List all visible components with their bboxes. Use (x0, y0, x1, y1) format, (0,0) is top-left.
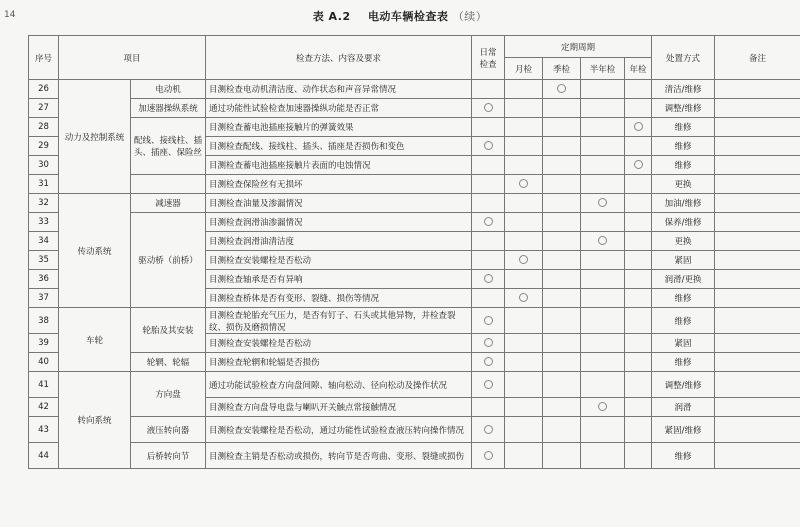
method-cell: 目测检查电动机清洁度、动作状态和声音异常情况 (206, 80, 472, 99)
header-handling: 处置方式 (652, 36, 715, 80)
group-cell: 动力及控制系统 (59, 80, 131, 194)
period-cell-q (543, 213, 581, 232)
handling-cell: 更换 (652, 232, 715, 251)
period-cell-h (581, 232, 625, 251)
period-cell-h (581, 353, 625, 372)
method-cell: 目测检查轮辋和轮辐是否损伤 (206, 353, 472, 372)
handling-cell: 维修 (652, 308, 715, 334)
subgroup-cell: 轮胎及其安装 (131, 308, 206, 353)
seq-cell: 38 (29, 308, 59, 334)
period-cell-d (472, 353, 505, 372)
header-year: 年检 (625, 58, 652, 80)
method-cell: 目测检查桥体是否有变形、裂缝、损伤等情况 (206, 289, 472, 308)
period-cell-d (472, 137, 505, 156)
note-cell (715, 156, 800, 175)
period-cell-m (505, 308, 543, 334)
method-cell: 目测检查主销是否松动或损伤，转向节是否弯曲、变形、裂缝或损伤 (206, 443, 472, 469)
period-cell-h (581, 443, 625, 469)
subgroup-cell: 加速器操纵系统 (131, 99, 206, 118)
circle-mark-icon (634, 122, 643, 131)
period-cell-m (505, 353, 543, 372)
handling-cell: 紧固/维修 (652, 417, 715, 443)
period-cell-q (543, 80, 581, 99)
seq-cell: 34 (29, 232, 59, 251)
circle-mark-icon (484, 357, 493, 366)
handling-cell: 维修 (652, 289, 715, 308)
circle-mark-icon (519, 293, 528, 302)
subgroup-cell: 液压转向器 (131, 417, 206, 443)
group-cell: 转向系统 (59, 372, 131, 469)
period-cell-y (625, 194, 652, 213)
period-cell-m (505, 270, 543, 289)
table-name: 电动车辆检查表 (367, 10, 449, 23)
table-row (29, 372, 800, 398)
seq-cell: 33 (29, 213, 59, 232)
method-cell: 通过功能性试验检查加速器操纵功能是否正常 (206, 99, 472, 118)
period-cell-y (625, 232, 652, 251)
handling-cell: 维修 (652, 118, 715, 137)
period-cell-d (472, 372, 505, 398)
period-cell-y (625, 137, 652, 156)
period-cell-y (625, 99, 652, 118)
period-cell-h (581, 417, 625, 443)
period-cell-q (543, 99, 581, 118)
period-cell-y (625, 80, 652, 99)
period-cell-q (543, 194, 581, 213)
period-cell-y (625, 213, 652, 232)
period-cell-y (625, 270, 652, 289)
subgroup-cell: 减速器 (131, 194, 206, 213)
table-row (29, 175, 800, 194)
method-cell: 目测检查安装螺栓是否松动 (206, 334, 472, 353)
note-cell (715, 417, 800, 443)
circle-mark-icon (484, 338, 493, 347)
period-cell-y (625, 156, 652, 175)
period-cell-m (505, 99, 543, 118)
handling-cell: 维修 (652, 443, 715, 469)
period-cell-d (472, 308, 505, 334)
method-cell: 目测检查轴承是否有异响 (206, 270, 472, 289)
subgroup-cell (131, 175, 206, 194)
note-cell (715, 232, 800, 251)
period-cell-d (472, 289, 505, 308)
circle-mark-icon (557, 84, 566, 93)
period-cell-q (543, 353, 581, 372)
circle-mark-icon (484, 141, 493, 150)
seq-cell: 32 (29, 194, 59, 213)
period-cell-d (472, 99, 505, 118)
table-row (29, 99, 800, 118)
table-row (29, 443, 800, 469)
page-margin-mark: 14 (4, 10, 16, 20)
seq-cell: 30 (29, 156, 59, 175)
circle-mark-icon (484, 274, 493, 283)
period-cell-y (625, 398, 652, 417)
period-cell-q (543, 251, 581, 270)
seq-cell: 36 (29, 270, 59, 289)
period-cell-d (472, 270, 505, 289)
note-cell (715, 251, 800, 270)
period-cell-h (581, 308, 625, 334)
period-cell-q (543, 118, 581, 137)
circle-mark-icon (634, 160, 643, 169)
handling-cell: 紧固 (652, 251, 715, 270)
period-cell-h (581, 156, 625, 175)
period-cell-m (505, 156, 543, 175)
period-cell-q (543, 308, 581, 334)
subgroup-cell: 后桥转向节 (131, 443, 206, 469)
period-cell-m (505, 289, 543, 308)
period-cell-q (543, 232, 581, 251)
period-cell-m (505, 118, 543, 137)
circle-mark-icon (598, 402, 607, 411)
header-periodic: 定期周期 (505, 36, 652, 58)
seq-cell: 29 (29, 137, 59, 156)
period-cell-d (472, 251, 505, 270)
seq-cell: 42 (29, 398, 59, 417)
method-cell: 目测检查润滑油渗漏情况 (206, 213, 472, 232)
method-cell: 目测检查安装螺栓是否松动，通过功能性试验检查液压转向操作情况 (206, 417, 472, 443)
note-cell (715, 175, 800, 194)
period-cell-h (581, 213, 625, 232)
period-cell-d (472, 334, 505, 353)
period-cell-h (581, 334, 625, 353)
period-cell-y (625, 353, 652, 372)
method-cell: 目测检查蓄电池插座接触片表面的电蚀情况 (206, 156, 472, 175)
note-cell (715, 398, 800, 417)
period-cell-h (581, 289, 625, 308)
period-cell-h (581, 194, 625, 213)
header-daily: 日常 检查 (472, 36, 505, 80)
period-cell-q (543, 156, 581, 175)
period-cell-h (581, 137, 625, 156)
period-cell-h (581, 372, 625, 398)
period-cell-q (543, 137, 581, 156)
header-item: 项目 (59, 36, 206, 80)
seq-cell: 37 (29, 289, 59, 308)
table-number: 表 A.2 (312, 10, 351, 23)
method-cell: 目测检查保险丝有无损坏 (206, 175, 472, 194)
note-cell (715, 99, 800, 118)
note-cell (715, 308, 800, 334)
method-cell: 目测检查蓄电池插座接触片的弹簧效果 (206, 118, 472, 137)
period-cell-d (472, 156, 505, 175)
note-cell (715, 194, 800, 213)
period-cell-q (543, 417, 581, 443)
note-cell (715, 289, 800, 308)
period-cell-y (625, 308, 652, 334)
table-row (29, 80, 800, 99)
period-cell-q (543, 443, 581, 469)
circle-mark-icon (598, 198, 607, 207)
period-cell-h (581, 99, 625, 118)
period-cell-d (472, 417, 505, 443)
period-cell-q (543, 334, 581, 353)
handling-cell: 调整/维修 (652, 372, 715, 398)
period-cell-m (505, 334, 543, 353)
note-cell (715, 213, 800, 232)
period-cell-h (581, 80, 625, 99)
circle-mark-icon (598, 236, 607, 245)
period-cell-m (505, 443, 543, 469)
handling-cell: 润滑/更换 (652, 270, 715, 289)
method-cell: 通过功能试验检查方向盘间隙、轴向松动、径向松动及操作状况 (206, 372, 472, 398)
table-row (29, 213, 800, 232)
period-cell-q (543, 372, 581, 398)
table-row (29, 308, 800, 334)
subgroup-cell: 驱动桥（前桥） (131, 213, 206, 308)
period-cell-y (625, 417, 652, 443)
period-cell-h (581, 398, 625, 417)
period-cell-h (581, 270, 625, 289)
method-cell: 目测检查油量及渗漏情况 (206, 194, 472, 213)
period-cell-m (505, 398, 543, 417)
method-cell: 目测检查方向盘导电盘与喇叭开关触点常接触情况 (206, 398, 472, 417)
table-row (29, 194, 800, 213)
note-cell (715, 118, 800, 137)
circle-mark-icon (484, 103, 493, 112)
handling-cell: 加油/维修 (652, 194, 715, 213)
method-cell: 目测检查轮胎充气压力，是否有钉子、石头或其他异物，并检查裂纹、损伤及磨损情况 (206, 308, 472, 334)
seq-cell: 44 (29, 443, 59, 469)
subgroup-cell: 配线、接线柱、插头、插座、保险丝 (131, 118, 206, 175)
subgroup-cell: 电动机 (131, 80, 206, 99)
continued-label: （续） (452, 10, 488, 23)
period-cell-q (543, 175, 581, 194)
inspection-table (28, 35, 800, 469)
seq-cell: 27 (29, 99, 59, 118)
handling-cell: 清洁/维修 (652, 80, 715, 99)
period-cell-y (625, 372, 652, 398)
period-cell-h (581, 251, 625, 270)
method-cell: 目测检查润滑油清洁度 (206, 232, 472, 251)
period-cell-m (505, 417, 543, 443)
handling-cell: 紧固 (652, 334, 715, 353)
table-row (29, 353, 800, 372)
period-cell-h (581, 118, 625, 137)
table-row (29, 118, 800, 137)
handling-cell: 调整/维修 (652, 99, 715, 118)
circle-mark-icon (484, 316, 493, 325)
header-note: 备注 (715, 36, 800, 80)
method-cell: 目测检查配线、接线柱、插头、插座是否损伤和变色 (206, 137, 472, 156)
seq-cell: 26 (29, 80, 59, 99)
period-cell-m (505, 372, 543, 398)
header-half-year: 半年检 (581, 58, 625, 80)
period-cell-d (472, 80, 505, 99)
circle-mark-icon (519, 255, 528, 264)
handling-cell: 维修 (652, 353, 715, 372)
seq-cell: 28 (29, 118, 59, 137)
period-cell-d (472, 213, 505, 232)
seq-cell: 35 (29, 251, 59, 270)
period-cell-m (505, 251, 543, 270)
handling-cell: 维修 (652, 156, 715, 175)
header-month: 月检 (505, 58, 543, 80)
note-cell (715, 270, 800, 289)
circle-mark-icon (519, 179, 528, 188)
period-cell-d (472, 232, 505, 251)
table-title (0, 8, 800, 24)
period-cell-d (472, 398, 505, 417)
handling-cell: 保养/维修 (652, 213, 715, 232)
period-cell-y (625, 118, 652, 137)
group-cell: 传动系统 (59, 194, 131, 308)
note-cell (715, 137, 800, 156)
period-cell-y (625, 289, 652, 308)
note-cell (715, 443, 800, 469)
seq-cell: 40 (29, 353, 59, 372)
period-cell-d (472, 194, 505, 213)
period-cell-q (543, 398, 581, 417)
note-cell (715, 372, 800, 398)
seq-cell: 31 (29, 175, 59, 194)
period-cell-m (505, 80, 543, 99)
period-cell-y (625, 251, 652, 270)
seq-cell: 41 (29, 372, 59, 398)
circle-mark-icon (484, 217, 493, 226)
note-cell (715, 353, 800, 372)
period-cell-y (625, 443, 652, 469)
period-cell-d (472, 118, 505, 137)
seq-cell: 43 (29, 417, 59, 443)
period-cell-m (505, 175, 543, 194)
header-seq: 序号 (29, 36, 59, 80)
handling-cell: 润滑 (652, 398, 715, 417)
period-cell-y (625, 334, 652, 353)
period-cell-m (505, 232, 543, 251)
handling-cell: 维修 (652, 137, 715, 156)
seq-cell: 39 (29, 334, 59, 353)
handling-cell: 更换 (652, 175, 715, 194)
group-cell: 车轮 (59, 308, 131, 372)
period-cell-m (505, 137, 543, 156)
circle-mark-icon (484, 451, 493, 460)
period-cell-q (543, 289, 581, 308)
subgroup-cell: 轮辋、轮辐 (131, 353, 206, 372)
period-cell-y (625, 175, 652, 194)
period-cell-h (581, 175, 625, 194)
period-cell-m (505, 213, 543, 232)
header-method: 检查方法、内容及要求 (206, 36, 472, 80)
table-row (29, 417, 800, 443)
circle-mark-icon (484, 380, 493, 389)
header-quarter: 季检 (543, 58, 581, 80)
note-cell (715, 334, 800, 353)
period-cell-m (505, 194, 543, 213)
period-cell-d (472, 175, 505, 194)
period-cell-q (543, 270, 581, 289)
period-cell-d (472, 443, 505, 469)
subgroup-cell: 方向盘 (131, 372, 206, 417)
note-cell (715, 80, 800, 99)
circle-mark-icon (484, 425, 493, 434)
method-cell: 目测检查安装螺栓是否松动 (206, 251, 472, 270)
